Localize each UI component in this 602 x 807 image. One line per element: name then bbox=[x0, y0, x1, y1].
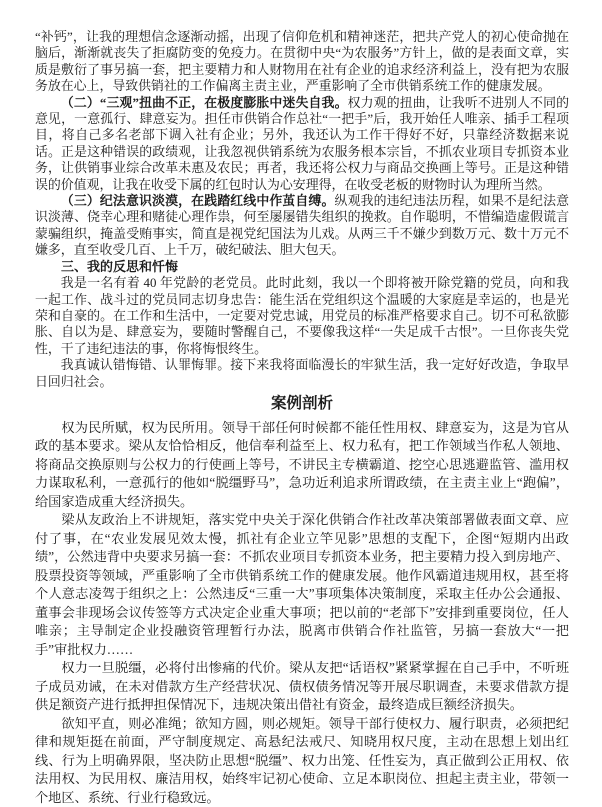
paragraph-three-views-body: 权力观的扭曲，让我听不进别人不同的意见，一意孤行、肆意妄为。担任市供销合作总社“一把手”后，我开始任人唯亲、插手工程项目，将自己多名老部下调入社有企业；另外，我还认为工作干得好不好，只靠经济数据来说话。正是这种错误的政绩观，让我忽视供销系统为农服务根本宗旨，不抓农业项目专抓资本业务，让供销事业综合改革未惠及农民；再者，我还将公权力与商品交换画上等号。正是这种错误的价值观，让我在收受下属的红包时认为心安理得，在收受老板的财物时认为理所当然。 bbox=[35, 95, 570, 192]
analysis-paragraph-conclusion: 欲知平直，则必准绳；欲知方圆，则必规矩。领导干部行使权力、履行职责，必须把纪律和规矩挺在前面，严守制度规定、高悬纪法戒尺、知晓用权尺度，主动在思想上划出红线、行为上明确界限，坚决防止思想“脱缰”、权力出笼、任性妄为，真正做到公正用权、依法用权、为民用权、廉洁用权，始终牢记初心使命、立足本职岗位、担起主责主业，带领一个地区、系统、行业行稳致远。 bbox=[35, 715, 569, 805]
confession-section bbox=[35, 29, 569, 390]
analysis-paragraph-political-rules: 梁从友政治上不讲规矩，落实党中央关于深化供销合作社改革决策部署做表面文章、应付了事，在“农业发展见效太慢，抓社有企业立竿见影”思想的支配下，企图“短期内出政绩”，公然违背中央要求另搞一套：不抓农业项目专抓资本业务，把主要精力投入到房地产、股票投资等领域，严重影响了全市供销系统工作的健康发展。他作风霸道违规用权，甚至将个人意志凌驾于组织之上：公然违反“三重一大”事项集体决策制度，采取主任办公会通报、董事会非现场会议传签等方式决定企业重大事项；把以前的“老部下”安排到重要岗位，任人唯亲；主导制定企业投融资管理暂行办法，脱离市供销合作社监管，另搞一套放大“一把手”审批权力…… bbox=[35, 512, 569, 657]
paragraph-discipline-lead: （三）纪法意识淡漠，在践踏红线中作茧自缚。 bbox=[60, 194, 335, 209]
analysis-paragraph-power-entrusted: 权为民所赋，权为民所用。领导干部任何时候都不能任性用权、肆意妄为，这是为官从政的基本要求。梁从友恰恰相反，他信奉利益至上、权力私有，把工作领域当作私人领地、将商品交换原则与公权力的行使画上等号，不讲民主专横霸道、挖空心思逃避监管、滥用权力谋取私利，一意孤行的他如“脱缰野马”，急功近利追求所谓政绩，在主责主业上“跑偏”，给国家造成重大经济损失。 bbox=[35, 419, 569, 509]
paragraph-three-views bbox=[35, 95, 569, 193]
reflection-section-heading: 三、我的反思和忏悔 bbox=[61, 258, 179, 274]
paragraph-discipline bbox=[35, 193, 569, 259]
paragraph-reflection: 我是一名有着 40 年党龄的老党员。此时此刻，我以一个即将被开除党籍的党员，向和我一起工作、战斗过的党员同志切身忠告：能生活在党组织这个温暖的大家庭是幸运的，也是光荣和自豪的。在工作和生活中，一定要对党忠诚，用党员的标准严格要求自己。切不可私欲膨胀、自以为是、肆意妄为，要随时警醒自己，不要像我这样“一失足成千古恨”。一旦你丧失党性，干了违纪违法的事，你将悔恨终生。 bbox=[35, 276, 569, 356]
paragraph-three-views-lead: （二）“三观”扭曲不正，在极度膨胀中迷失自我。 bbox=[60, 95, 348, 110]
case-analysis-heading: 案例剖析 bbox=[270, 394, 333, 412]
paragraph-discipline-body: 纵观我的违纪违法历程，如果不是纪法意识淡薄、侥幸心理和赌徒心理作祟，何至屡屡错失组织的挽救。自作聪明，不惜编造虚假谎言蒙骗组织，掩盖受贿事实，简直是视党纪国法为儿戏。从两三千不嫌少到数万元、数十万元不嫌多，直至收受几百、上千万，破纪破法、胆大包天。 bbox=[35, 194, 570, 258]
analysis-paragraph-unbridled-power: 权力一旦脱缰，必将付出惨痛的代价。梁从友把“话语权”紧紧掌握在自己手中，不听班子成员劝诫，在未对借款方生产经营状况、债权债务情况等开展尽职调查，未要求借款方提供足额资产进行抵押担保情况下，违规决策出借社有资金，最终造成巨额经济损失。 bbox=[35, 660, 569, 713]
case-analysis-section bbox=[35, 419, 569, 807]
paragraph-repent: 我真诚认错悔错、认罪悔罪。接下来我将面临漫长的牢狱生活，我一定好好改造，争取早日回归社会。 bbox=[35, 358, 569, 389]
paragraph-continuation: “补钙”，让我的理想信念逐渐动摇，出现了信仰危机和精神迷茫，把共产党人的初心使命抛在脑后，渐渐就丧失了拒腐防变的免疫力。在贯彻中央“为农服务”方针上，做的是表面文章，实质是敷衍了事另搞一套，把主要精力和人财物用在社有企业的追求经济利益上，没有把为农服务放在心上，导致供销社的工作偏离主责主业，严重影响了全市供销系统工作的健康发展。 bbox=[35, 30, 569, 94]
